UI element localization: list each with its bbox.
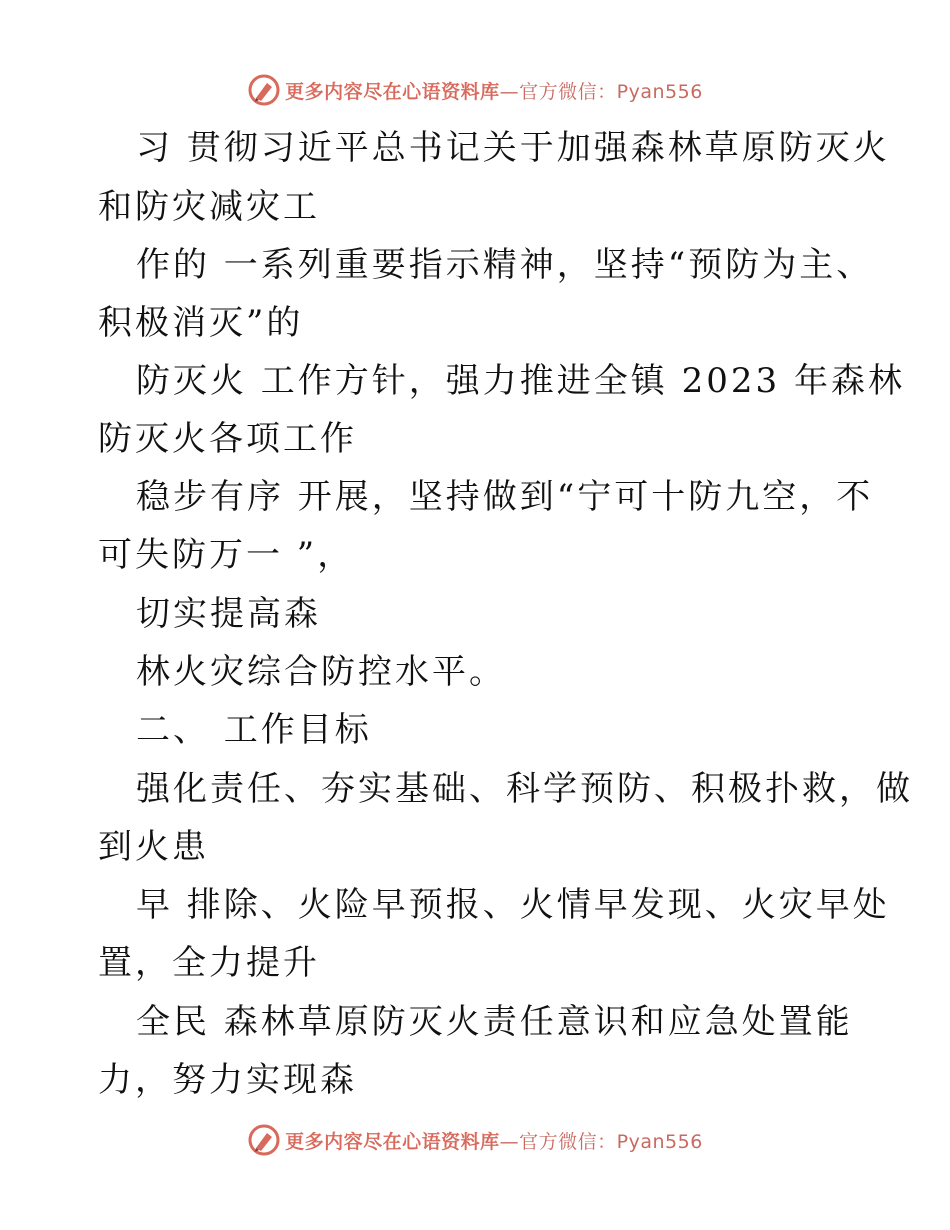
text-line: 早 排除、火险早预报、火情早发现、火灾早处 (136, 885, 890, 925)
text-line: 林火灾综合防控水平。 (136, 652, 506, 692)
text-line: 置，全力提升 (98, 943, 320, 983)
text-line: 到火患 (98, 827, 209, 867)
text-line: 可失防万一 ”， (98, 535, 355, 575)
watermark-title: 更多内容尽在心语资料库 (285, 80, 500, 103)
text-line: 力，努力实现森 (98, 1060, 357, 1100)
text-line: 积极消灭”的 (98, 303, 304, 343)
text-line: 切实提高森 (136, 594, 321, 634)
text-line: 稳步有序 开展，坚持做到“宁可十防九空，不 (136, 477, 874, 517)
pen-logo-icon (247, 73, 281, 107)
text-line: 强化责任、夯实基础、科学预防、积极扑救，做 (136, 769, 913, 809)
watermark-contact: —官方微信：Pyan556 (499, 1130, 703, 1153)
watermark-title: 更多内容尽在心语资料库 (285, 1130, 500, 1153)
pen-logo-icon (247, 1123, 281, 1157)
text-line: 习 贯彻习近平总书记关于加强森林草原防灭火 (136, 128, 890, 168)
section-heading: 二、 工作目标 (136, 710, 372, 750)
text-line: 作的 一系列重要指示精神，坚持“预防为主、 (136, 245, 874, 285)
watermark-contact: —官方微信：Pyan556 (499, 80, 703, 103)
text-line: 防灭火各项工作 (98, 419, 357, 459)
text-line: 和防灾减灾工 (98, 187, 320, 227)
footer-watermark (0, 1122, 950, 1158)
text-line: 全民 森林草原防灭火责任意识和应急处置能 (136, 1002, 853, 1042)
header-watermark (0, 72, 950, 108)
text-line: 防灭火 工作方针，强力推进全镇 2023 年森林 (136, 361, 905, 401)
